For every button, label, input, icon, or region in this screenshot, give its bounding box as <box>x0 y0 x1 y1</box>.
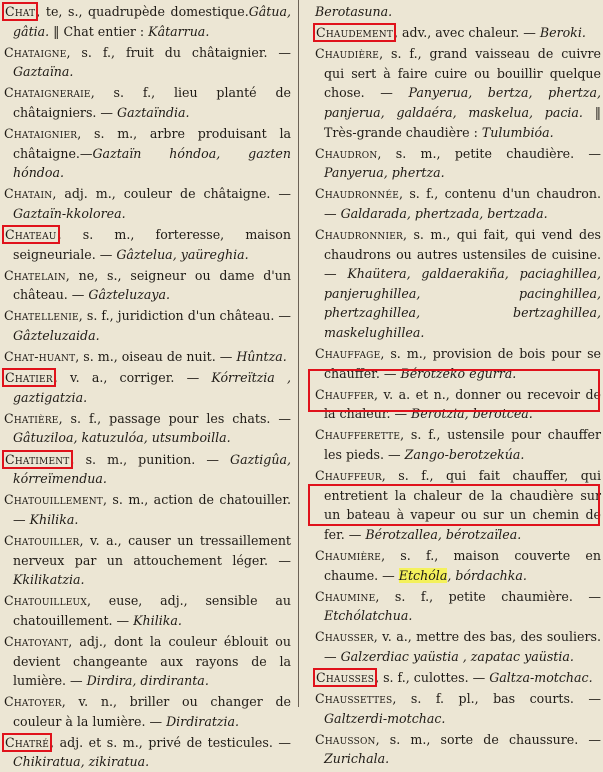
entry-translation: Gâztelua, yaüreghia. <box>116 246 249 262</box>
entry-headword: Chaumière <box>315 548 382 564</box>
dictionary-entry <box>4 43 291 82</box>
entry-translation: Khaütera, galdaerakiña, paciaghillea, panjerughillea, pacinghillea, phertzaghillea, bertzaghillea, maskelughillea. <box>324 266 601 340</box>
entry-definition: , s. m., action de chatouiller. — <box>13 492 291 527</box>
entry-definition: , ne, s., seigneur ou dame d'un château. — <box>13 267 291 303</box>
entry-definition: , v. a., causer un tressaillement nerveux par un attouchement léger. — <box>13 532 291 568</box>
entry-translation: Chikiratua, zikiratua. <box>13 754 150 770</box>
entry-headword: Chaufferette <box>315 427 401 443</box>
entry-definition: , s. m., provision de bois pour se chauffer. — <box>324 346 601 381</box>
entry-translation: , bórdachka. <box>447 567 527 583</box>
entry-translation: Zango-berotzekúa. <box>404 447 525 463</box>
entry-headword: Chataignier <box>4 126 78 142</box>
entry-definition: , v. a., mettre des bas, des souliers. — <box>324 629 601 664</box>
entry-headword: Chat-huant <box>4 349 76 365</box>
entry-definition: , s. f., qui fait chauffer, qui entretient la chaleur de la chaudière sur un bateau à vapeur ou sur un chemin de fer. — <box>324 468 601 542</box>
dictionary-entry <box>315 225 601 343</box>
entry-translation: Zurichala. <box>324 751 390 767</box>
entry-headword: Chatouiller <box>4 532 80 548</box>
entry-translation: Gâtua, gâtia. <box>13 4 291 39</box>
entry-headword: Chatiment <box>5 451 70 467</box>
entry-definition: , s. f. pl., bas courts. — <box>392 691 601 707</box>
entry-headword: Chataigne <box>4 44 67 60</box>
entry-translation-extra: Tulumbióa. <box>481 124 554 140</box>
entry-definition: , adv., avec chaleur. — <box>394 25 540 41</box>
entry-translation: Berotzia, berotcea. <box>411 406 533 422</box>
dictionary-entry <box>315 144 601 183</box>
entry-translation: Gaztaïndia. <box>117 104 190 120</box>
dictionary-entry <box>4 184 291 223</box>
entry-headword: Chatré <box>5 734 50 750</box>
dictionary-entry <box>315 627 601 666</box>
entry-headword: Chatellenie <box>4 308 79 324</box>
entry-headword: Chausser <box>315 629 374 645</box>
entry-translation: Hûntza. <box>236 349 287 365</box>
entry-definition: , v. a., corriger. — <box>53 370 212 386</box>
dictionary-entry <box>4 266 291 305</box>
dictionary-entry <box>4 2 291 41</box>
entry-headword: Chaudement <box>316 25 394 41</box>
right-column <box>303 0 603 767</box>
entry-definition: , adj., dont la couleur éblouit ou devient changeante aux rayons de la lumière. — <box>13 633 291 689</box>
dictionary-entry <box>4 531 291 590</box>
entry-definition: , te, s., quadrupède domestique. <box>36 4 249 19</box>
dictionary-entry <box>4 347 291 367</box>
entry-definition: , s. f., culottes. — <box>375 670 490 686</box>
entry-translation: Gâtuziloa, katuzulóa, utsumboilla. <box>13 430 231 446</box>
entry-definition: , s. f., passage pour les chats. — <box>58 410 291 426</box>
entry-headword: Chaudière <box>315 46 380 62</box>
dictionary-entry <box>4 83 291 122</box>
entry-translation: Kórreïtzia , gaztigatzia. <box>13 370 291 405</box>
entry-definition: , v. n., briller ou changer de couleur à la lumière. — <box>13 694 291 729</box>
entry-translation: Galtza-motchac. <box>489 670 593 686</box>
entry-translation: Panyerua, bertza, phertza, panjerua, galdaéra, maskelua, pacia. <box>324 85 602 120</box>
entry-headword: Chatain <box>4 186 53 202</box>
dictionary-entry <box>315 425 601 464</box>
entry-translation: Gaztaïna. <box>13 64 74 80</box>
entry-definition: , s. f., juridiction d'un château. — <box>78 308 291 324</box>
entry-translation: Khilika. <box>29 511 79 527</box>
dictionary-entry <box>315 23 601 43</box>
dictionary-entry <box>4 632 291 691</box>
dictionary-entry <box>4 450 291 489</box>
dictionary-entry <box>315 668 601 688</box>
entry-definition: , s. f., contenu d'un chaudron. — <box>324 186 601 221</box>
entry-headword: Chauffer <box>315 386 375 402</box>
entry-headword: Chaudron <box>315 145 378 161</box>
entry-definition: , s. f., maison couverte en chaume. — <box>324 548 601 583</box>
entry-definition: , s. m., qui fait, qui vend des chaudrons ou autres ustensiles de cuisine. — <box>324 227 601 282</box>
entry-translation: Galdarada, phertzada, bertzada. <box>340 205 548 221</box>
entry-translation-extra: Kâtarrua. <box>148 23 210 39</box>
entry-headword: Chatelain <box>4 267 66 283</box>
dictionary-entry <box>4 591 291 630</box>
entry-headword: Chateau <box>5 227 57 243</box>
entry-translation-highlighted: Etchóla <box>398 567 448 583</box>
entry-translation: Dirdiratzia. <box>166 713 240 729</box>
entry-translation: Gâzteluzaida. <box>13 328 100 343</box>
entry-definition: , s. m., punition. — <box>70 451 231 467</box>
entry-definition: , adj. m., couleur de châtaigne. — <box>52 186 291 202</box>
entry-headword: Chaudronnier <box>315 227 403 243</box>
entry-definition: , v. a. et n., donner ou recevoir de la chaleur. — <box>324 386 601 422</box>
dictionary-entry <box>4 124 291 183</box>
entry-definition: , s. f., fruit du châtaignier. — <box>66 44 291 60</box>
entry-headword: Chatoyer <box>4 694 62 710</box>
entry-headword: Chatouilleux <box>4 593 87 609</box>
entry-definition: , s. m., sorte de chaussure. — <box>375 731 601 747</box>
entry-translation: Bérotzallea, bérotzaïlea. <box>365 526 522 542</box>
entry-translation: Beroki. <box>539 25 586 41</box>
dictionary-entry <box>315 587 601 626</box>
entry-definition: , adj. et s. m., privé de testicules. — <box>50 734 291 750</box>
entry-headword: Chatouillement <box>4 492 103 508</box>
entry-translation: Gaztaïn-kkolorea. <box>13 205 126 221</box>
dictionary-entry <box>315 730 601 769</box>
entry-translation: Bérotzeko egurra. <box>400 365 517 381</box>
entry-headword: Chauffage <box>315 346 381 362</box>
dictionary-entry <box>4 225 291 264</box>
dictionary-entry <box>4 692 291 731</box>
entry-headword: Chausses <box>316 670 375 686</box>
entry-definition: , s. f., ustensile pour chauffer les pieds. — <box>324 427 601 463</box>
column-divider <box>298 0 299 707</box>
entry-translation: Dirdira, dirdiranta. <box>86 673 209 689</box>
entry-headword: Chauffeur <box>315 468 382 484</box>
annotation-box-chaufferette <box>308 369 600 412</box>
entry-translation: Kkilikatzia. <box>13 572 85 588</box>
dictionary-entry <box>315 2 601 22</box>
entry-translation: Galtzerdi-motchac. <box>324 710 446 726</box>
entry-translation: Etchólatchua. <box>324 608 413 624</box>
entry-definition: , s. m., oiseau de nuit. — <box>75 349 237 365</box>
dictionary-entry <box>4 368 291 407</box>
dictionary-entry <box>4 490 291 529</box>
entry-definition-extra: ‖ Très-grande chaudière : <box>324 104 601 140</box>
entry-definition: , s. f., lieu planté de châtaigniers. — <box>13 85 291 120</box>
dictionary-entry <box>4 409 291 448</box>
dictionary-entry <box>4 306 291 345</box>
entry-headword: Chatière <box>4 410 59 426</box>
entry-headword: Chaudronnée <box>315 186 400 202</box>
left-column <box>0 0 294 770</box>
entry-definition: , s. m., forteresse, maison seigneuriale. — <box>13 227 291 262</box>
entry-headword: Chaumine <box>315 588 376 604</box>
entry-translation: Khilika. <box>133 612 182 628</box>
dictionary-entry <box>315 44 601 142</box>
entry-definition-extra: ‖ Chat entier : <box>49 23 149 39</box>
entry-definition: , s. f., grand vaisseau de cuivre qui sert à faire cuire ou bouillir quelque chose. — <box>324 46 601 101</box>
entry-headword: Chausson <box>315 731 376 747</box>
entry-translation: Panyerua, phertza. <box>324 165 445 181</box>
entry-translation: Berotasuna. <box>315 4 393 19</box>
entry-definition: , euse, adj., sensible au chatouillement. — <box>13 593 291 628</box>
entry-headword: Chaussettes <box>315 691 393 707</box>
entry-translation: Gaztigûa, kórreïmendua. <box>13 451 291 487</box>
dictionary-entry <box>4 733 291 772</box>
entry-headword: Chat <box>5 4 36 19</box>
dictionary-entry <box>315 184 601 223</box>
entry-definition: , s. f., petite chaumière. — <box>375 588 601 604</box>
entry-headword: Chataigneraie <box>4 85 91 101</box>
annotation-box-chaumiere <box>308 484 600 526</box>
entry-translation: Gaztaïn hóndoa, gazten hóndoa. <box>13 145 291 181</box>
entry-headword: Chatoyant <box>4 633 69 649</box>
dictionary-entry <box>315 546 601 585</box>
dictionary-entry <box>315 689 601 728</box>
entry-headword: Chatier <box>5 370 53 386</box>
entry-definition: , s. m., petite chaudière. — <box>377 145 601 161</box>
entry-translation: Gâzteluzaya. <box>88 287 171 303</box>
entry-definition: , s. m., arbre produisant la châtaigne.— <box>13 126 291 161</box>
entry-translation: Galzerdiac yaüstia , zapatac yaüstia. <box>340 649 574 664</box>
